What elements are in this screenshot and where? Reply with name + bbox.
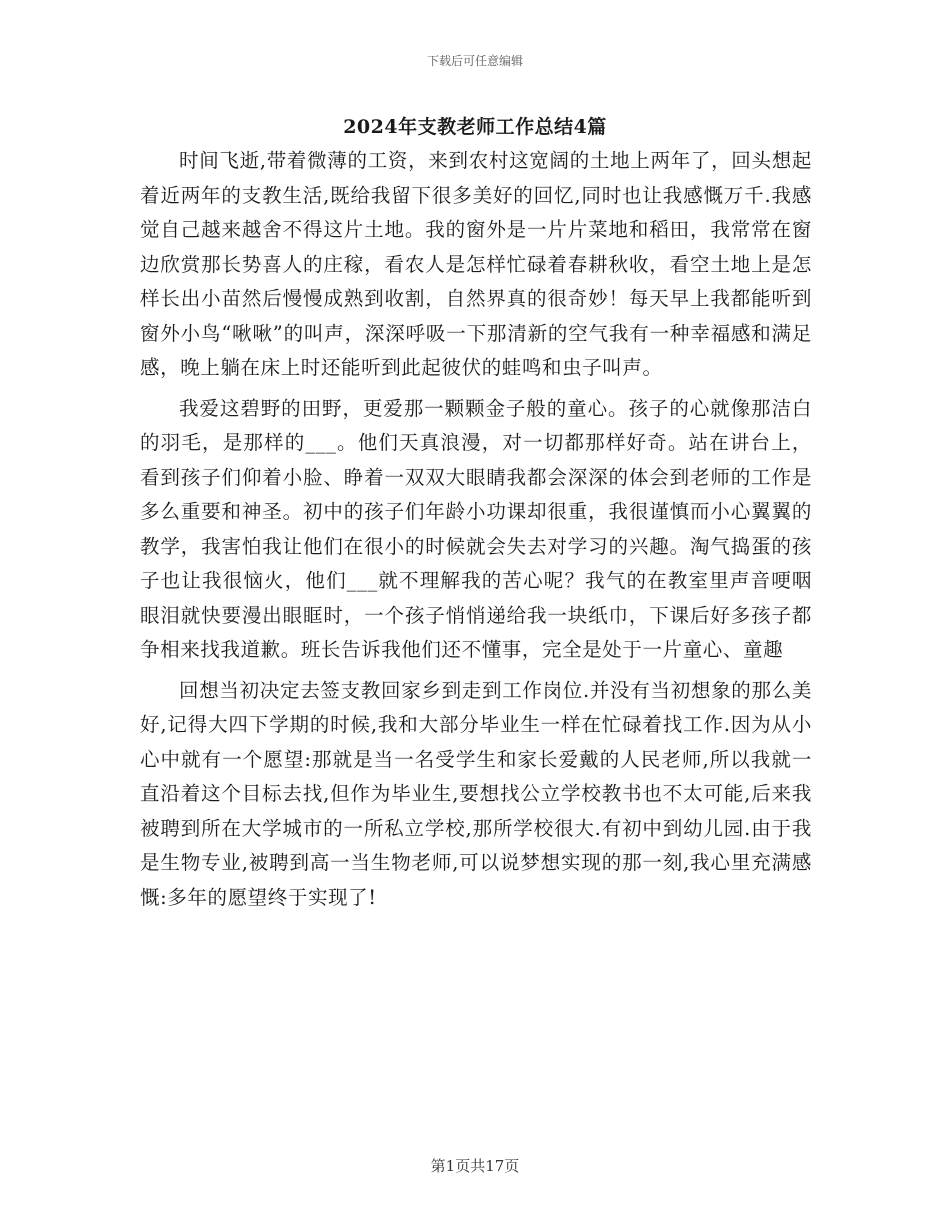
document-body <box>140 144 812 915</box>
paragraph-2: 我爱这碧野的田野，更爱那一颗颗金子般的童心。孩子的心就像那洁白的羽毛，是那样的___。他们天真浪漫，对一切都那样好奇。站在讲台上，看到孩子们仰着小脸、睁着一双双大眼睛我都会深深的体会到老师的工作是多么重要和神圣。初中的孩子们年龄小功课却很重，我很谨慎而小心翼翼的教学，我害怕我让他们在很小的时候就会失去对学习的兴趣。淘气捣蛋的孩子也让我很恼火，他们___就不理解我的苦心呢？我气的在教室里声音哽咽眼泪就快要漫出眼眶时，一个孩子悄悄递给我一块纸巾，下课后好多孩子都争相来找我道歉。班长告诉我他们还不懂事，完全是处于一片童心、童趣 <box>140 396 812 661</box>
header-note: 下载后可任意编辑 <box>426 54 523 68</box>
paragraph-3: 回想当初决定去签支教回家乡到走到工作岗位.并没有当初想象的那么美好,记得大四下学期的时候,我和大部分毕业生一样在忙碌着找工作.因为从小心中就有一个愿望:那就是当一名受学生和家长爱戴的人民老师,所以我就一直沿着这个目标去找,但作为毕业生,要想找公立学校教书也不太可能,后来我被聘到所在大学城市的一所私立学校,那所学校很大.有初中到幼儿园.由于我是生物专业,被聘到高一当生物老师,可以说梦想实现的那一刻,我心里充满感慨:多年的愿望终于实现了! <box>140 678 812 909</box>
paragraph-1: 时间飞逝,带着微薄的工资，来到农村这宽阔的土地上两年了，回头想起着近两年的支教生活,既给我留下很多美好的回忆,同时也让我感慨万千.我感觉自己越来越舍不得这片土地。我的窗外是一片片菜地和稻田，我常常在窗边欣赏那长势喜人的庄稼，看农人是怎样忙碌着春耕秋收，看空土地上是怎样长出小苗然后慢慢成熟到收割，自然界真的很奇妙！每天早上我都能听到窗外小鸟“啾啾”的叫声，深深呼吸一下那清新的空气我有一种幸福感和满足感，晚上躺在床上时还能听到此起彼伏的蛙鸣和虫子叫声。 <box>140 149 812 379</box>
document-title: 2024年支教老师工作总结4篇 <box>343 116 607 138</box>
page-number: 第1页共17页 <box>430 1157 520 1175</box>
